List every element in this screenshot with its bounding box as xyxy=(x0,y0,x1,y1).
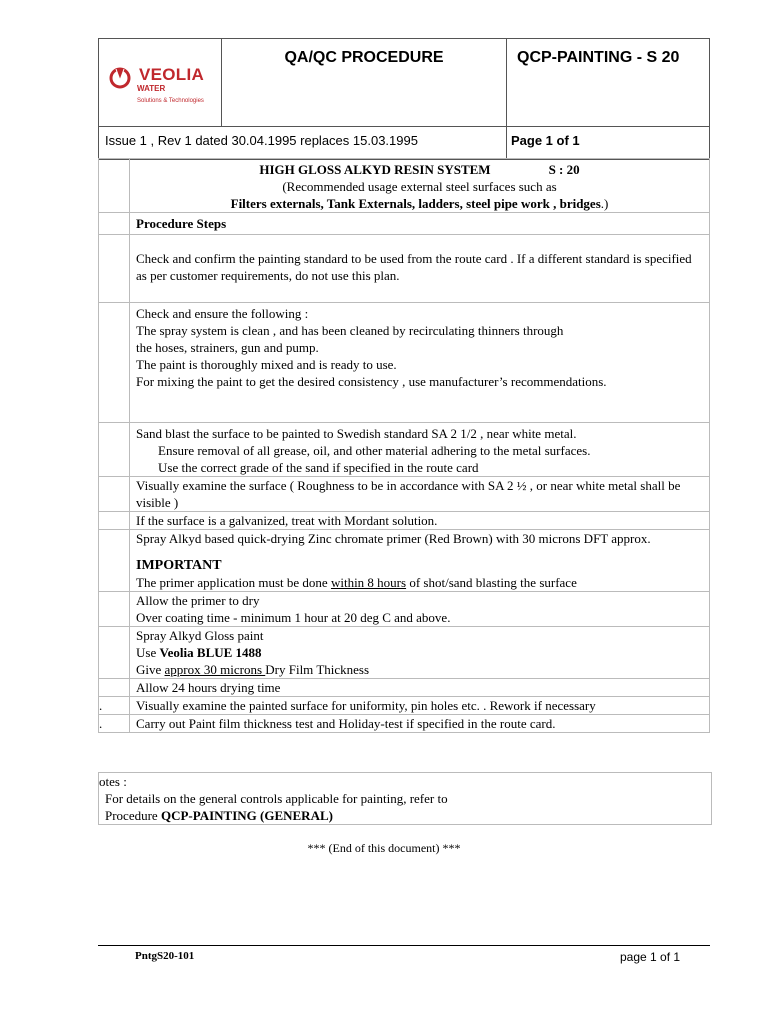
step-8: Spray Alkyd Gloss paint Use Veolia BLUE 1488 Give approx 30 microns Dry Film Thickness xyxy=(130,627,710,679)
step-11: Carry out Paint film thickness test and Holiday-test if specified in the route card. xyxy=(130,715,710,733)
step-number xyxy=(99,159,130,213)
end-of-document: *** (End of this document) *** xyxy=(307,841,461,855)
system-usage: (Recommended usage external steel surfaces such as xyxy=(282,179,557,194)
step-3: Sand blast the surface to be painted to Swedish standard SA 2 1/2 , near white metal. Ensure removal of all grease, oil, and other material adhering to the metal surfaces. Use the correct grade of the sand if specified in the route card xyxy=(130,423,710,477)
issue-info: Issue 1 , Rev 1 dated 30.04.1995 replaces 15.03.1995 xyxy=(99,127,507,160)
doc-code: QCP-PAINTING - S 20 xyxy=(507,39,710,127)
notes-label: otes : xyxy=(99,774,127,789)
logo-cell xyxy=(99,39,222,127)
veolia-logo xyxy=(109,65,205,104)
footer-page: page 1 of 1 xyxy=(620,950,681,964)
procedure-table xyxy=(98,158,710,733)
footer-divider xyxy=(98,945,710,946)
step-7: Allow the primer to dry Over coating time - minimum 1 hour at 20 deg C and above. xyxy=(130,592,710,627)
procedure-heading: Procedure Steps xyxy=(130,213,710,235)
header-table xyxy=(98,38,710,160)
doc-title: QA/QC PROCEDURE xyxy=(222,39,507,127)
footer-doc-code: PntgS20-101 xyxy=(135,950,195,962)
step-6: Spray Alkyd based quick-drying Zinc chromate primer (Red Brown) with 30 microns DFT approx. IMPORTANT The primer application must be done within 8 hours of shot/sand blasting the surface xyxy=(130,530,710,592)
logo-tagline: Solutions & Technologies xyxy=(137,98,204,104)
step-4: Visually examine the surface ( Roughness to be in accordance with SA 2 ½ , or near white metal shall be visible ) xyxy=(130,477,710,512)
step-number: . xyxy=(99,697,130,715)
logo-sub: WATER xyxy=(137,84,166,93)
system-surfaces: Filters externals, Tank Externals, ladders, steel pipe work , bridges xyxy=(230,196,601,211)
step-10: Visually examine the painted surface for uniformity, pin holes etc. . Rework if necessary xyxy=(130,697,710,715)
step-5: If the surface is a galvanized, treat with Mordant solution. xyxy=(130,512,710,530)
notes-box xyxy=(98,772,712,825)
logo-word: VEOLIA xyxy=(139,65,205,84)
system-title: HIGH GLOSS ALKYD RESIN SYSTEM xyxy=(259,162,491,177)
step-1: Check and confirm the painting standard to be used from the route card . If a different standard is specified as per customer requirements, do not use this plan. xyxy=(130,235,710,303)
step-9: Allow 24 hours drying time xyxy=(130,679,710,697)
step-number: . xyxy=(99,715,130,733)
notes-line-2: Procedure QCP-PAINTING (GENERAL) xyxy=(105,808,333,823)
notes-line-1: For details on the general controls applicable for painting, refer to xyxy=(105,791,448,806)
page-number: Page 1 of 1 xyxy=(507,127,710,160)
system-code: S : 20 xyxy=(548,162,580,177)
step-2: Check and ensure the following : The spray system is clean , and has been cleaned by recirculating thinners through the hoses, strainers, gun and pump. The paint is thoroughly mixed and is ready to use. For mixing the paint to get the desired consistency , use manufacturer’s recommendations. xyxy=(130,303,710,423)
veolia-logo-icon xyxy=(109,65,131,89)
important-label: IMPORTANT xyxy=(136,558,222,573)
system-header: HIGH GLOSS ALKYD RESIN SYSTEM S : 20 (Recommended usage external steel surfaces such as Filters externals, Tank Externals, ladders, steel pipe work , bridges.) xyxy=(130,159,710,213)
